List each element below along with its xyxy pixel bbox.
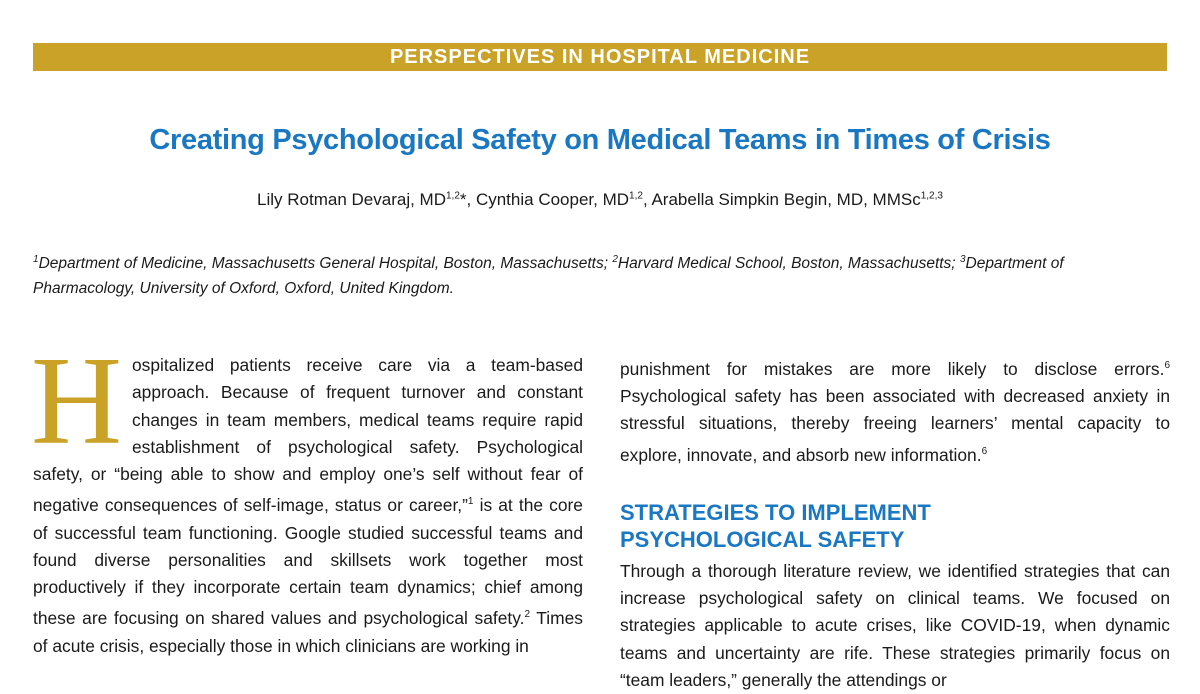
section-banner: PERSPECTIVES IN HOSPITAL MEDICINE [33, 43, 1167, 71]
affil-marker: 3 [959, 254, 966, 265]
author-separator: , [642, 190, 652, 209]
author-affil-ref: 1,2,3 [920, 190, 943, 202]
body-text: punishment for mistakes are more likely to disclose errors. [620, 358, 1165, 379]
reference-marker: 6 [981, 445, 988, 457]
body-text: Psychological safety has been associated with decreased anxiety in stressful situations, thereby freeing learners’ mental capacity to explore, innovate, and absorb new information. [620, 386, 1170, 465]
reference-marker: 1 [467, 496, 474, 508]
affil-marker: 2 [612, 254, 618, 265]
affiliation: Harvard Medical School, Boston, Massachusetts; [617, 255, 956, 273]
body-paragraph [620, 558, 1170, 694]
reference-marker: 2 [524, 609, 531, 621]
section-heading-line: PSYCHOLOGICAL SAFETY [620, 526, 905, 552]
body-column-left [31, 332, 584, 660]
author-separator: *, [459, 190, 476, 209]
author-affil-ref: 1,2 [629, 190, 643, 202]
article-title: Creating Psychological Safety on Medical Teams in Times of Crisis [149, 124, 1051, 156]
body-paragraph [620, 352, 1170, 469]
section-heading-line: STRATEGIES TO IMPLEMENT [620, 499, 931, 525]
affiliation: Department of Medicine, Massachusetts General Hospital, Boston, Massachusetts; [38, 255, 609, 273]
body-text: Through a thorough literature review, we identified strategies that can increase psychological safety on clinical teams. We focused on strategies applicable to acute crises, like COVID-19, when dynamic teams and uncertainty are rife. These strategies primarily focus on “team leaders,” generally the attendings or [620, 560, 1170, 690]
affiliation: Department of Pharmacology, University of Oxford, Oxford, United Kingdom. [33, 255, 1064, 298]
affiliations [33, 247, 1167, 301]
body-paragraph [31, 332, 584, 660]
affil-marker: 1 [33, 254, 39, 265]
body-text: ospitalized patients receive care via a team-based approach. Because of frequent turnover and constant changes in team members, medical teams require rapid establishment of psychological safety. Psychological safety, or “being able to show and employ one’s self without fear of negative consequences of self-image, status or career,” [33, 355, 583, 516]
reference-marker: 6 [1164, 360, 1170, 371]
body-text: is at the core of successful team functioning. Google studied successful teams and found diverse personalities and skillsets work together most productively if they incorporate certain team dynamics; chief among these are focusing on shared values and psychological safety. [33, 495, 583, 629]
author-name: Arabella Simpkin Begin, MD, MMSc [651, 190, 921, 209]
author-name: Cynthia Cooper, MD [475, 190, 630, 209]
drop-cap: H [31, 332, 122, 471]
author-line [0, 190, 1200, 210]
section-heading [620, 499, 1170, 553]
author-affil-ref: 1,2 [445, 190, 460, 202]
body-column-right [620, 352, 1170, 694]
author-name: Lily Rotman Devaraj, MD [257, 190, 446, 209]
body-text: Times of acute crisis, especially those in which clinicians are working in [33, 608, 584, 656]
